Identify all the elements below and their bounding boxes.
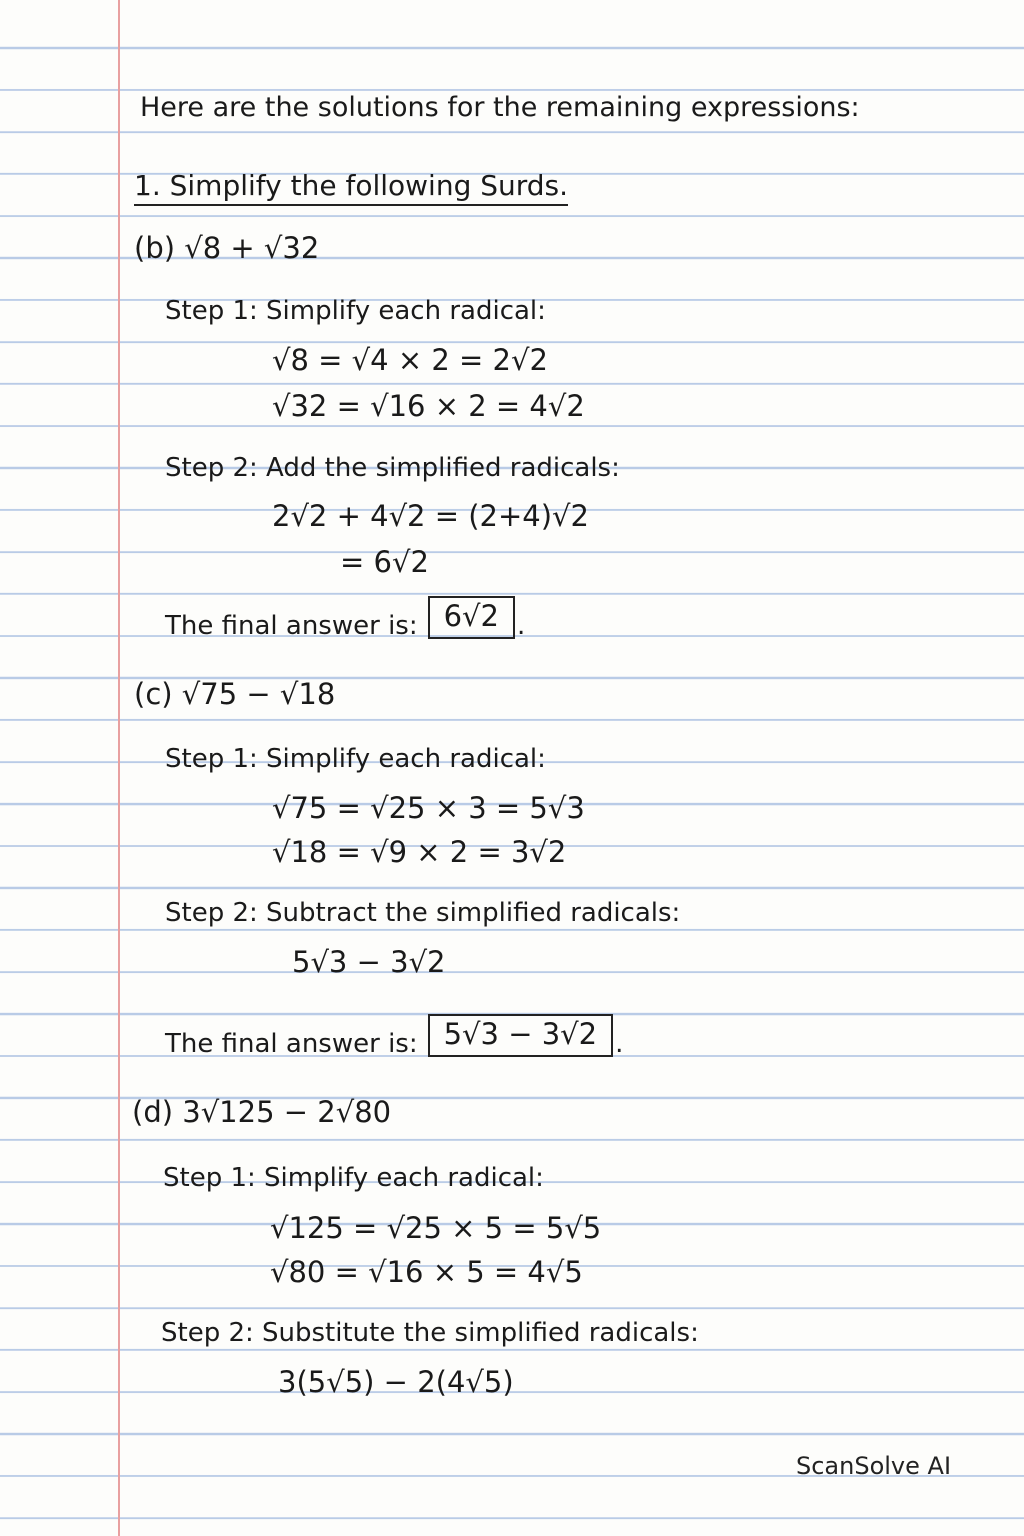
- part-c-step1-line-1: √75 = √25 × 3 = 5√3: [272, 791, 585, 825]
- part-b-final-period: .: [517, 611, 526, 641]
- part-c-final-row: [165, 1014, 623, 1057]
- part-c-step2-label: Step 2: Subtract the simplified radicals:: [165, 898, 681, 928]
- part-b-final-answer-box: 6√2: [428, 596, 515, 639]
- part-c-step1-line-2: √18 = √9 × 2 = 3√2: [272, 835, 567, 869]
- part-c-final-answer-box: 5√3 − 3√2: [428, 1014, 614, 1057]
- part-b-step2-label: Step 2: Add the simplified radicals:: [165, 453, 620, 483]
- part-d-step1-line-1: √125 = √25 × 5 = 5√5: [270, 1211, 602, 1245]
- part-b-step1-line-2: √32 = √16 × 2 = 4√2: [272, 389, 585, 423]
- watermark: ScanSolve AI: [796, 1452, 952, 1480]
- part-b-step1-label: Step 1: Simplify each radical:: [165, 296, 546, 326]
- part-c-final-period: .: [615, 1029, 624, 1059]
- margin-line: [118, 0, 120, 1536]
- part-c-step2-line-1: 5√3 − 3√2: [292, 945, 446, 979]
- part-d-title: (d) 3√125 − 2√80: [132, 1095, 392, 1129]
- intro-text: Here are the solutions for the remaining expressions:: [140, 92, 860, 123]
- part-b-final-row: [165, 596, 525, 639]
- part-d-step1-label: Step 1: Simplify each radical:: [163, 1163, 544, 1193]
- part-b-step2-line-1: 2√2 + 4√2 = (2+4)√2: [272, 499, 589, 533]
- part-c-step1-label: Step 1: Simplify each radical:: [165, 744, 546, 774]
- part-d-step2-label: Step 2: Substitute the simplified radicals:: [161, 1318, 699, 1348]
- part-c-title: (c) √75 − √18: [134, 677, 336, 711]
- part-d-step2-line-1: 3(5√5) − 2(4√5): [278, 1365, 514, 1399]
- part-b-title: (b) √8 + √32: [134, 231, 320, 265]
- part-d-step1-line-2: √80 = √16 × 5 = 4√5: [270, 1255, 583, 1289]
- section-heading: 1. Simplify the following Surds.: [134, 172, 568, 206]
- part-b-final-label: The final answer is:: [165, 611, 418, 641]
- part-c-final-label: The final answer is:: [165, 1029, 418, 1059]
- part-b-step1-line-1: √8 = √4 × 2 = 2√2: [272, 343, 548, 377]
- part-b-step2-line-2: = 6√2: [340, 545, 429, 579]
